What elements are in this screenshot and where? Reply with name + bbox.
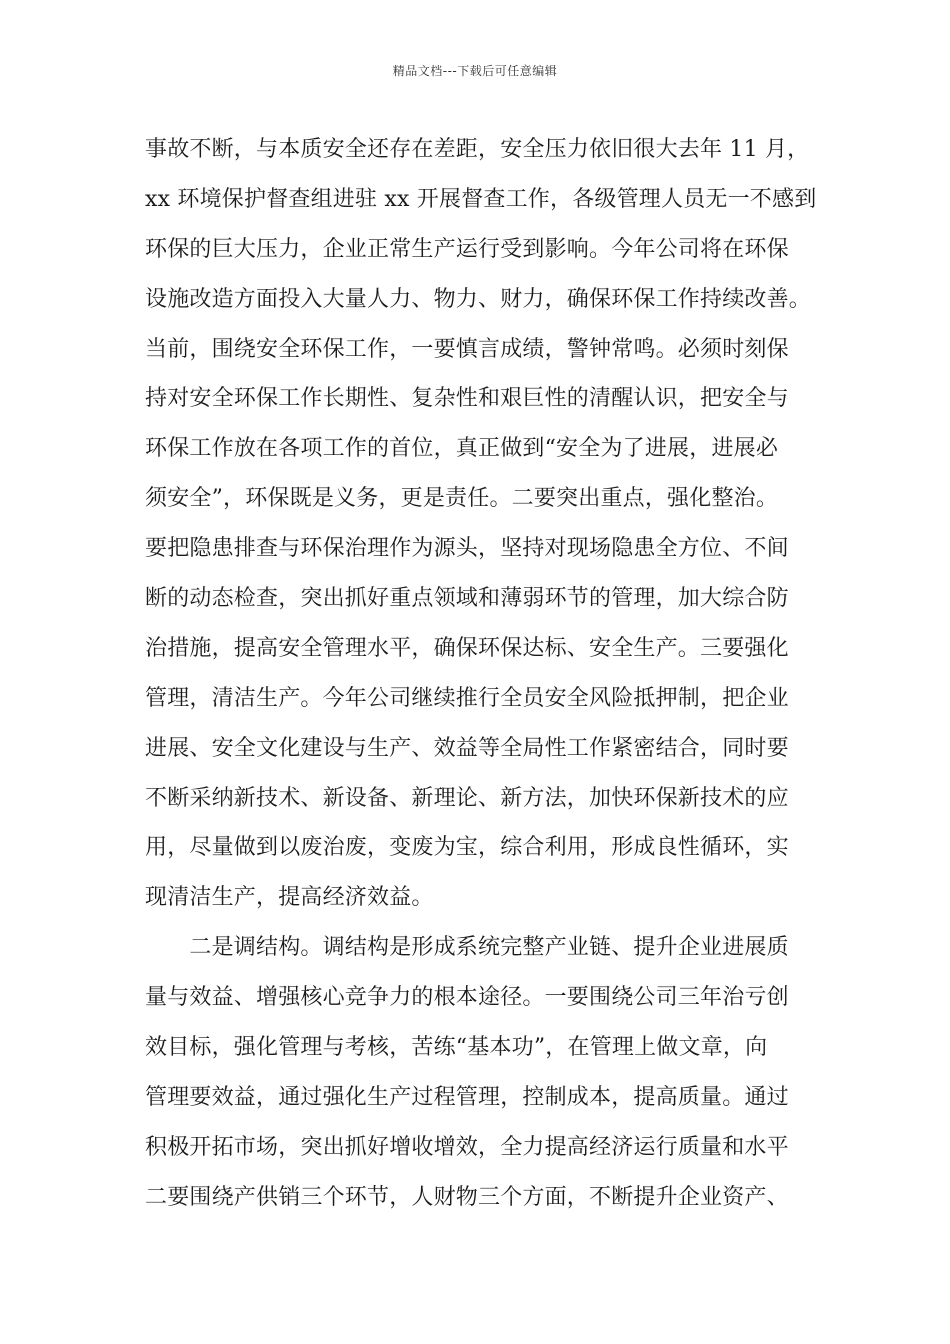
text-line: 要把隐患排查与环保治理作为源头，坚持对现场隐患全方位、不间 xyxy=(145,536,789,562)
text-line: 持对安全环保工作长期性、复杂性和艰巨性的清醒认识，把安全与 xyxy=(145,386,789,412)
text-line: 二要围绕产供销三个环节，人财物三个方面，不断提升企业资产、 xyxy=(145,1184,789,1210)
text-line: 二是调结构。调结构是形成系统完整产业链、提升企业进展质 xyxy=(145,935,789,961)
text-line: xx 环境保护督查组进驻 xx 开展督查工作，各级管理人员无一不感到 xyxy=(145,186,817,212)
text-line: 当前，围绕安全环保工作，一要慎言成绩，警钟常鸣。必须时刻保 xyxy=(145,336,789,362)
text-line: 治措施，提高安全管理水平，确保环保达标、安全生产。三要强化 xyxy=(145,635,789,661)
text-line: 管理要效益，通过强化生产过程管理，控制成本，提高质量。通过 xyxy=(145,1084,789,1110)
text-line: 不断采纳新技术、新设备、新理论、新方法，加快环保新技术的应 xyxy=(145,785,789,811)
text-line: 断的动态检查，突出抓好重点领域和薄弱环节的管理，加大综合防 xyxy=(145,586,789,612)
text-line: 积极开拓市场，突出抓好增收增效，全力提高经济运行质量和水平 xyxy=(145,1134,789,1160)
text-line: 量与效益、增强核心竞争力的根本途径。一要围绕公司三年治亏创 xyxy=(145,985,789,1011)
text-line: 效目标，强化管理与考核，苦练“基本功”，在管理上做文章，向 xyxy=(145,1035,768,1061)
body-text xyxy=(145,125,835,1223)
text-line: 须安全”，环保既是义务，更是责任。二要突出重点，强化整治。 xyxy=(145,486,779,512)
text-line: 用，尽量做到以废治废，变废为宝，综合利用，形成良性循环，实 xyxy=(145,835,789,861)
text-line: 环保工作放在各项工作的首位，真正做到“安全为了进展，进展必 xyxy=(145,436,779,462)
text-line: 环保的巨大压力，企业正常生产运行受到影响。今年公司将在环保 xyxy=(145,236,789,262)
page-header: 精品文档---下载后可任意编辑 xyxy=(392,64,558,78)
text-line: 设施改造方面投入大量人力、物力、财力，确保环保工作持续改善。 xyxy=(145,286,812,312)
text-line: 进展、安全文化建设与生产、效益等全局性工作紧密结合，同时要 xyxy=(145,735,789,761)
text-line: 现清洁生产，提高经济效益。 xyxy=(145,885,434,911)
text-line: 事故不断，与本质安全还存在差距，安全压力依旧很大去年 11 月， xyxy=(145,137,810,162)
text-line: 管理，清洁生产。今年公司继续推行全员安全风险抵押制，把企业 xyxy=(145,685,789,711)
